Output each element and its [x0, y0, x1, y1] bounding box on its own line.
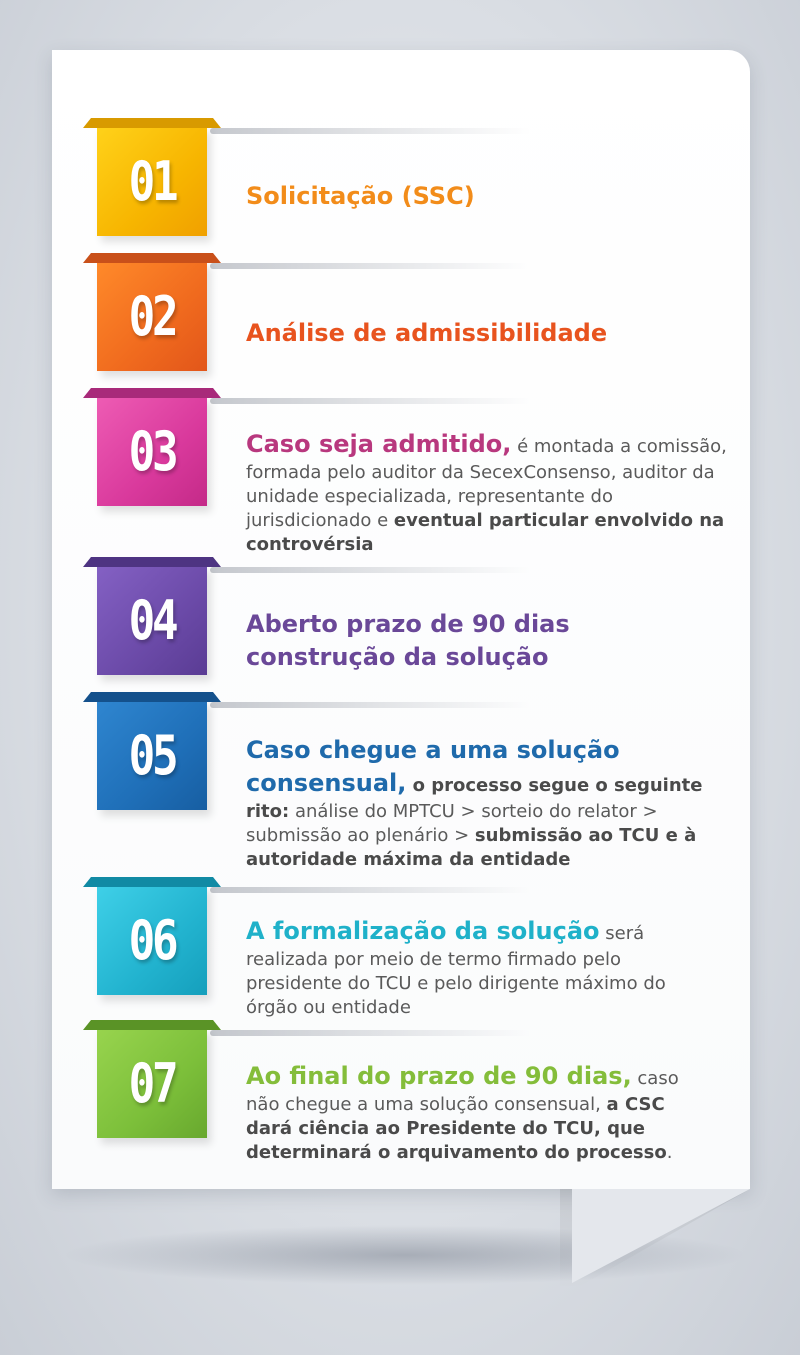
step-text	[246, 608, 646, 674]
step-text	[246, 1060, 716, 1165]
step-badge	[97, 1028, 207, 1138]
step-divider	[210, 263, 530, 269]
step-text	[246, 180, 736, 213]
step-number: 04	[128, 588, 176, 652]
step-number: 06	[128, 908, 176, 972]
step-number: 05	[128, 723, 176, 787]
step-title: Análise de admissibilidade	[246, 319, 608, 347]
step-text	[246, 317, 736, 350]
step-title: A formalização da solução	[246, 917, 600, 945]
step-title: Caso seja admitido,	[246, 430, 512, 458]
step-divider	[210, 128, 530, 134]
step-title: Ao final do prazo de 90 dias,	[246, 1062, 632, 1090]
step-title: Solicitação (SSC)	[246, 182, 475, 210]
step-badge	[97, 396, 207, 506]
step-text	[246, 428, 736, 557]
step-title: Caso chegue a uma solução consensual,	[246, 736, 620, 797]
step-text	[246, 915, 696, 1020]
step-badge	[97, 565, 207, 675]
step-body: é montada a comissão, formada pelo auditor da SecexConsenso, auditor da unidade especializada, representante do jurisdicionado e	[246, 436, 727, 531]
step-body-bold: submissão ao TCU e à autoridade máxima da entidade	[246, 825, 697, 870]
page-fold	[572, 1189, 750, 1283]
step-badge	[97, 261, 207, 371]
step-badge	[97, 126, 207, 236]
step-number: 01	[128, 149, 176, 213]
step-text	[246, 734, 706, 872]
step-body: caso não chegue a uma solução consensual,	[246, 1068, 679, 1115]
step-badge	[97, 885, 207, 995]
step-body-end: .	[666, 1142, 673, 1163]
step-divider	[210, 1030, 530, 1036]
step-badge	[97, 700, 207, 810]
step-number: 03	[128, 419, 176, 483]
step-divider	[210, 567, 530, 573]
step-body: análise do MPTCU > sorteio do relator > submissão ao plenário >	[246, 801, 658, 846]
step-body: será realizada por meio de termo firmado pelo presidente do TCU e pelo dirigente máximo do órgão ou entidade	[246, 923, 666, 1018]
step-divider	[210, 887, 530, 893]
step-body-bold: a CSC dará ciência ao Presidente do TCU, que determinará o arquivamento do processo	[246, 1094, 667, 1163]
step-divider	[210, 702, 530, 708]
step-title: Aberto prazo de 90 dias construção da solução	[246, 610, 570, 671]
step-number: 07	[128, 1051, 176, 1115]
step-number: 02	[128, 284, 176, 348]
step-body-bold: o processo segue o seguinte rito:	[246, 775, 703, 822]
step-divider	[210, 398, 530, 404]
step-body-bold: eventual particular envolvido na controvérsia	[246, 510, 725, 555]
